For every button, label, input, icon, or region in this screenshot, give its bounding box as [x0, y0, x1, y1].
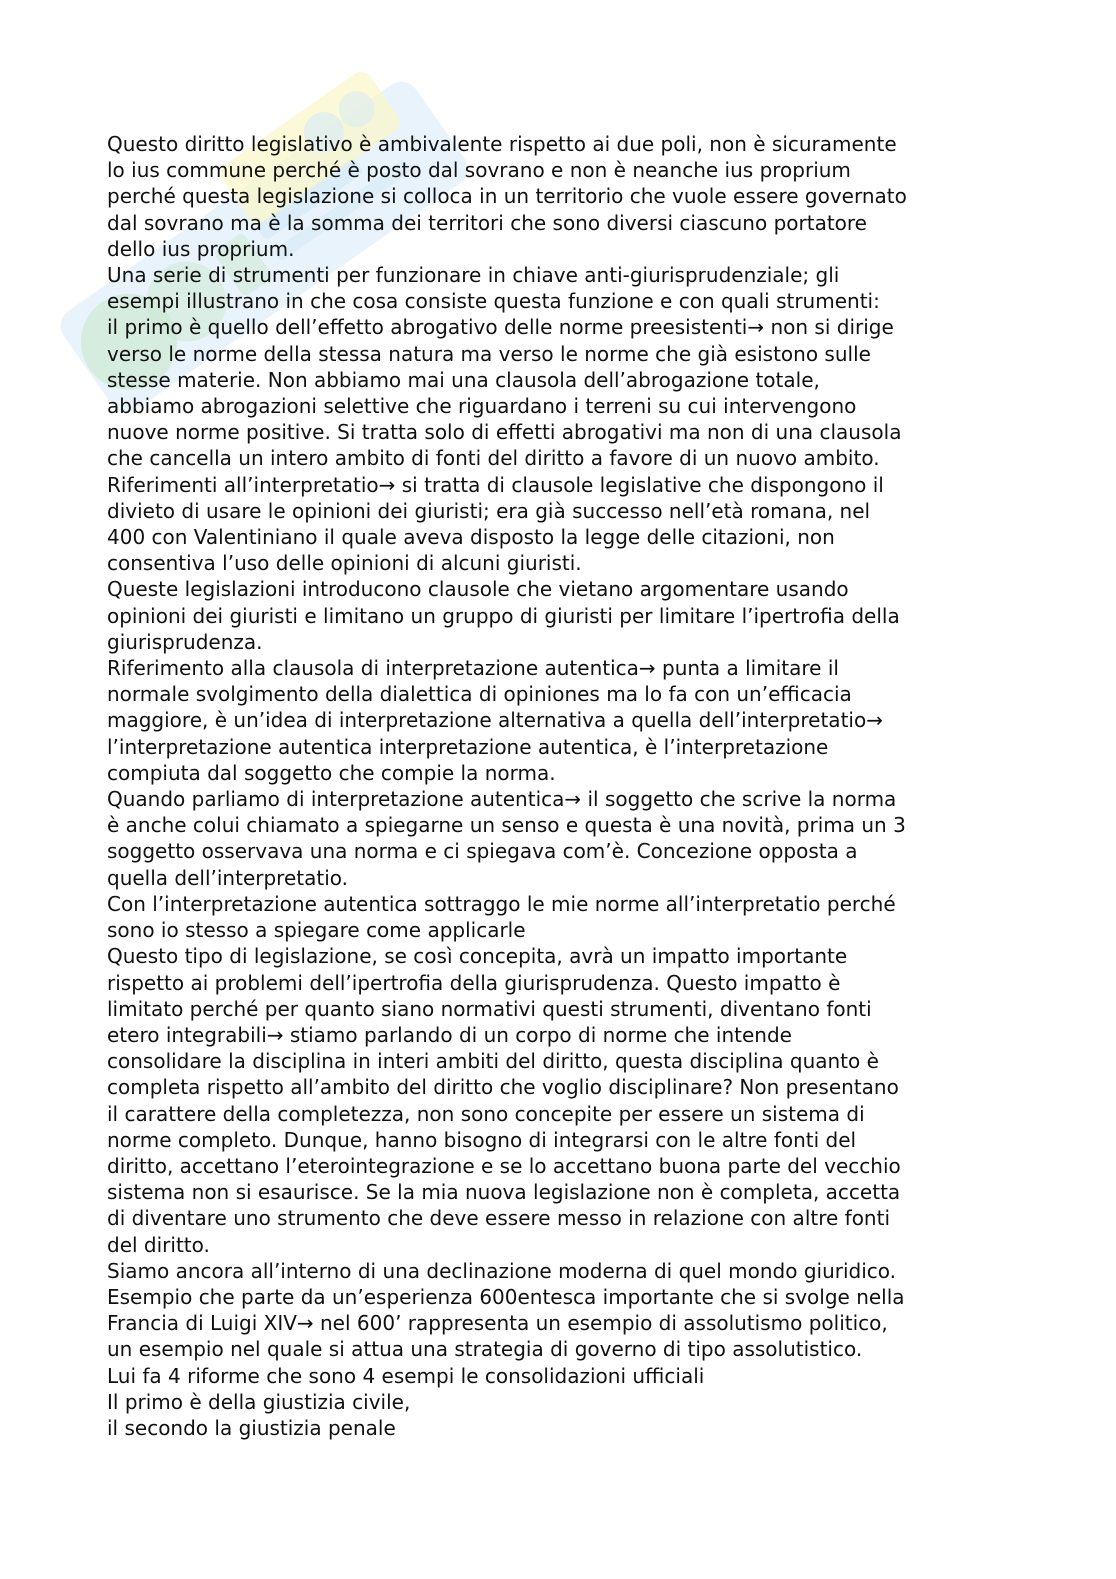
text-line: consolidare la disciplina in interi ambiti del diritto, questa disciplina quanto è	[107, 1049, 879, 1074]
text-line: completa rispetto all’ambito del diritto che voglio disciplinare? Non presentano	[107, 1075, 899, 1100]
text-line: stesse materie. Non abbiamo mai una clausola dell’abrogazione totale,	[107, 367, 820, 392]
text-line: opinioni dei giuristi e limitano un gruppo di giuristi per limitare l’ipertrofia della	[107, 603, 900, 628]
text-line: compiuta dal soggetto che compie la norma.	[107, 760, 556, 785]
text-line: che cancella un intero ambito di fonti del diritto a favore di un nuovo ambito.	[107, 446, 880, 471]
text-line: Quando parliamo di interpretazione autentica→ il soggetto che scrive la norma	[107, 787, 897, 812]
text-line: Siamo ancora all’interno di una declinazione moderna di quel mondo giuridico.	[107, 1258, 897, 1283]
text-line: Riferimento alla clausola di interpretazione autentica→ punta a limitare il	[107, 656, 839, 681]
text-line: di diventare uno strumento che deve essere messo in relazione con altre fonti	[107, 1206, 891, 1231]
text-line: soggetto osservava una norma e ci spiegava com’è. Concezione opposta a	[107, 839, 858, 864]
text-line: rispetto ai problemi dell’ipertrofia della giurisprudenza. Questo impatto è	[107, 970, 841, 995]
text-line: norme completo. Dunque, hanno bisogno di integrarsi con le altre fonti del	[107, 1127, 857, 1152]
text-line: limitato perché per quanto siano normativi questi strumenti, diventano fonti	[107, 996, 872, 1021]
text-line: Con l’interpretazione autentica sottraggo le mie norme all’interpretatio perché	[107, 891, 896, 916]
text-line: abbiamo abrogazioni selettive che riguardano i terreni su cui intervengono	[107, 394, 857, 419]
text-line: quella dell’interpretatio.	[107, 865, 348, 890]
text-line: Lui fa 4 riforme che sono 4 esempi le consolidazioni ufficiali	[107, 1363, 705, 1388]
text-line: Una serie di strumenti per funzionare in chiave anti-giurisprudenziale; gli	[107, 263, 840, 288]
text-line: Questo diritto legislativo è ambivalente rispetto ai due poli, non è sicuramente	[107, 132, 897, 156]
text-line: maggiore, è un’idea di interpretazione alternativa a quella dell’interpretatio→	[107, 708, 883, 733]
text-line: un esempio nel quale si attua una strategia di governo di tipo assolutistico.	[107, 1337, 863, 1362]
text-line: perché questa legislazione si colloca in un territorio che vuole essere governato	[107, 184, 907, 209]
text-line: Questo tipo di legislazione, se così concepita, avrà un impatto importante	[107, 944, 848, 969]
text-line: è anche colui chiamato a spiegarne un senso e questa è una novità, prima un 3	[107, 813, 906, 838]
text-line: normale svolgimento della dialettica di opiniones ma lo fa con un’efficacia	[107, 682, 852, 707]
text-line: del diritto.	[107, 1232, 210, 1257]
text-line: consentiva l’uso delle opinioni di alcuni giuristi.	[107, 551, 582, 576]
text-line: Francia di Luigi XIV→ nel 600’ rappresenta un esempio di assolutismo politico,	[107, 1311, 888, 1336]
text-line: esempi illustrano in che cosa consiste questa funzione e con quali strumenti:	[107, 289, 880, 314]
text-line: lo ius commune perché è posto dal sovrano e non è neanche ius proprium	[107, 158, 851, 183]
text-line: Riferimenti all’interpretatio→ si tratta di clausole legislative che dispongono il	[107, 472, 884, 497]
text-line: nuove norme positive. Si tratta solo di effetti abrogativi ma non di una clausola	[107, 420, 902, 445]
text-line: diritto, accettano l’eterointegrazione e se lo accettano buona parte del vecchio	[107, 1153, 901, 1178]
text-line: sono io stesso a spiegare come applicarle	[107, 918, 526, 943]
text-line: Il primo è della giustizia civile,	[107, 1389, 411, 1414]
text-line: divieto di usare le opinioni dei giuristi; era già successo nell’età romana, nel	[107, 498, 871, 523]
text-line: etero integrabili→ stiamo parlando di un corpo di norme che intende	[107, 1022, 792, 1047]
text-line: 400 con Valentiniano il quale aveva disposto la legge delle citazioni, non	[107, 525, 835, 550]
text-line: dello ius proprium.	[107, 236, 295, 261]
document-body	[107, 131, 1012, 1441]
text-line: il primo è quello dell’effetto abrogativo delle norme preesistenti→ non si dirige	[107, 315, 894, 340]
text-line: Esempio che parte da un’esperienza 600entesca importante che si svolge nella	[107, 1284, 905, 1309]
text-line: il secondo la giustizia penale	[107, 1415, 396, 1440]
text-line: l’interpretazione autentica interpretazione autentica, è l’interpretazione	[107, 734, 829, 759]
text-line: il carattere della completezza, non sono concepite per essere un sistema di	[107, 1101, 865, 1126]
text-line: dal sovrano ma è la somma dei territori che sono diversi ciascuno portatore	[107, 210, 867, 235]
text-line: verso le norme della stessa natura ma verso le norme che già esistono sulle	[107, 341, 871, 366]
text-line: giurisprudenza.	[107, 629, 263, 654]
text-line: Queste legislazioni introducono clausole che vietano argomentare usando	[107, 577, 849, 602]
text-line: sistema non si esaurisce. Se la mia nuova legislazione non è completa, accetta	[107, 1180, 901, 1205]
